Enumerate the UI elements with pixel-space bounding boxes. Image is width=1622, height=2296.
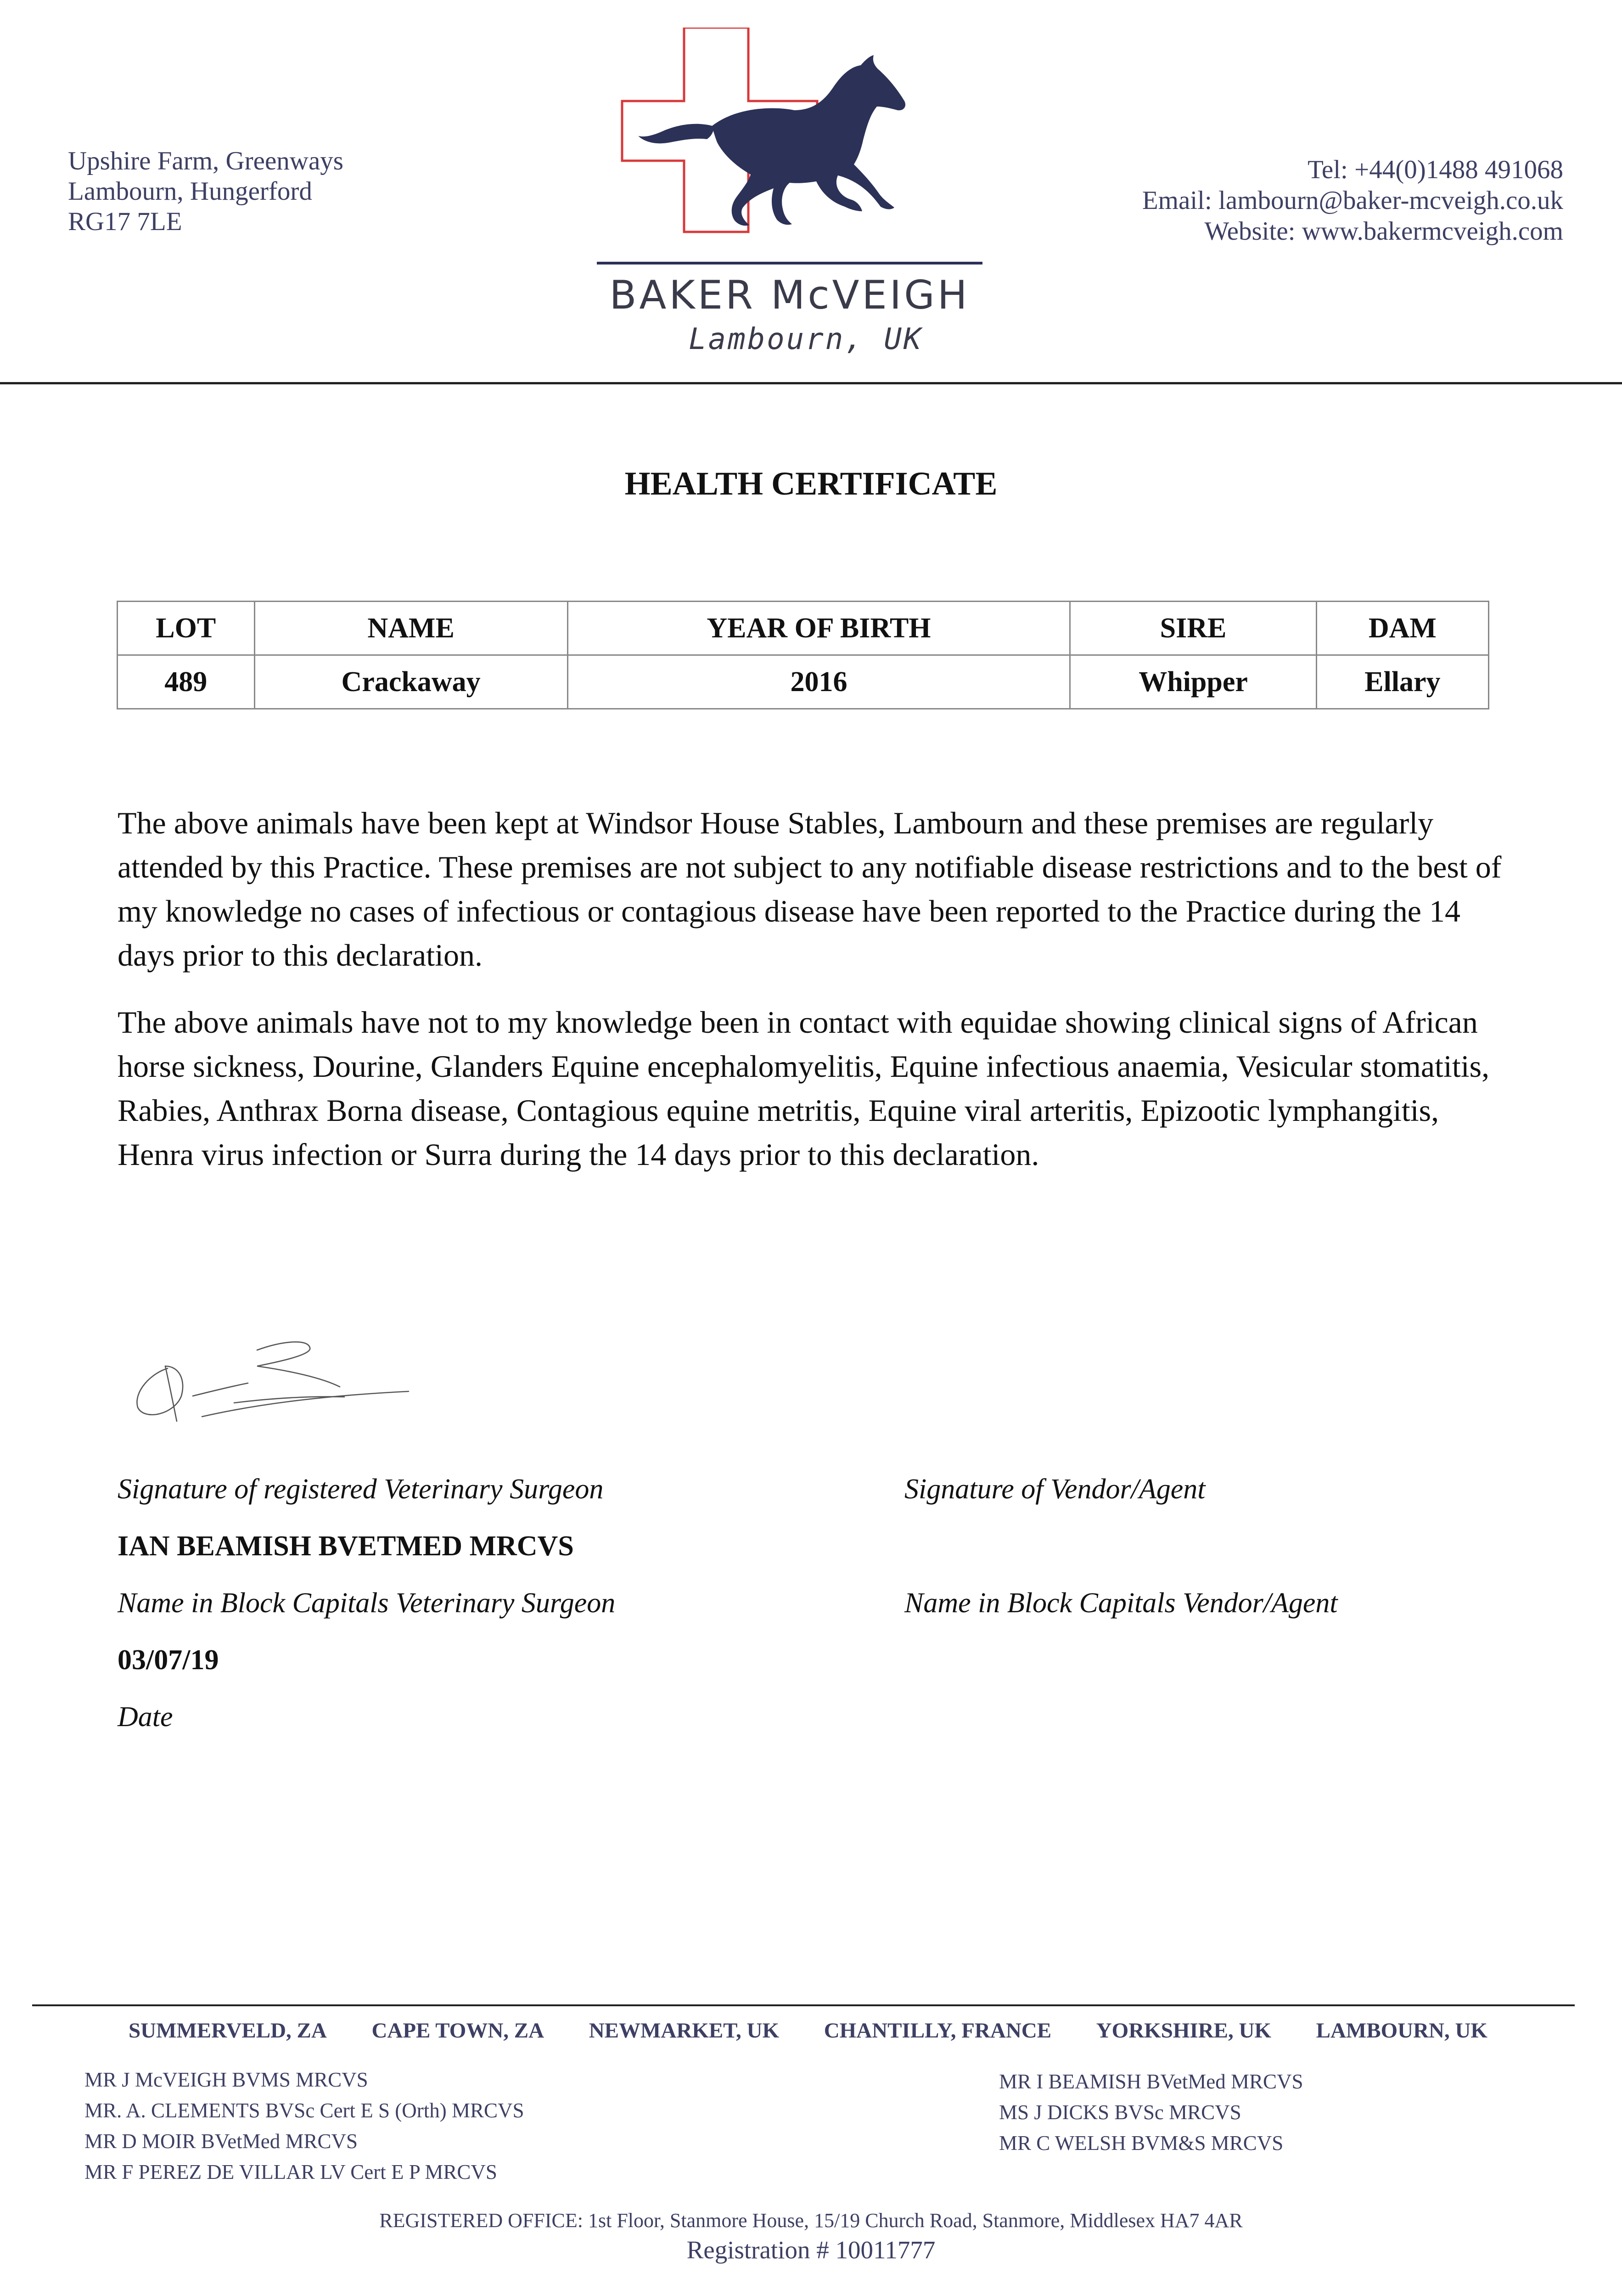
company-logo — [597, 28, 982, 358]
header-divider — [0, 382, 1622, 384]
email-link[interactable]: Email: lambourn@baker-mcveigh.co.uk — [1142, 186, 1563, 215]
office-location: LAMBOURN, UK — [1316, 2019, 1487, 2043]
disease-contact-paragraph: The above animals have not to my knowledge been in contact with equidae showing clinical signs of African horse sickness, Dourine, Glanders Equine encephalomyelitis, Equine infectious anaemia, Vesicular stomatitis, Rabies, Anthrax Borna disease, Contagious equine metritis, Equine viral arteritis, Epizootic lymphangitis, Henra virus infection or Surra during the 14 days prior to this declaration. — [118, 1005, 1490, 1172]
phone-text: Tel: +44(0)1488 491068 — [1308, 155, 1563, 184]
office-location: YORKSHIRE, UK — [1096, 2019, 1271, 2043]
column-header: NAME — [254, 602, 567, 655]
lot-cell: 489 — [118, 655, 255, 709]
dam-cell: Ellary — [1316, 655, 1488, 709]
vets-list-left — [84, 2065, 524, 2188]
office-location: CAPE TOWN, ZA — [371, 2019, 544, 2043]
vet-signature-image — [124, 1322, 418, 1437]
year-of-birth-cell: 2016 — [567, 655, 1070, 709]
office-location: CHANTILLY, FRANCE — [824, 2019, 1052, 2043]
vets-list-right — [999, 2066, 1303, 2159]
table-row — [118, 655, 1489, 709]
office-locations — [129, 2018, 1487, 2043]
website-link[interactable]: Website: www.bakermcveigh.com — [1204, 217, 1563, 246]
logo-divider — [597, 262, 982, 264]
registered-office: REGISTERED OFFICE: 1st Floor, Stanmore House, 15/19 Church Road, Stanmore, Middlesex HA7 4AR — [379, 2209, 1243, 2232]
vet-signature-label: Signature of registered Veterinary Surgeon — [118, 1474, 604, 1505]
footer-divider — [32, 2004, 1575, 2006]
galloping-horse-icon — [638, 55, 905, 226]
address-line: Upshire Farm, Greenways — [68, 146, 343, 175]
column-header: LOT — [118, 602, 255, 655]
vet-entry: MR D MOIR BVetMed MRCVS — [84, 2130, 358, 2153]
premises-paragraph: The above animals have been kept at Windsor House Stables, Lambourn and these premises are regularly attended by this Practice. These premises are not subject to any notifiable disease restrictions and to the best of my knowledge no cases of infectious or contagious disease have been reported to the Practice during the 14 days prior to this declaration. — [118, 805, 1502, 973]
vet-name: IAN BEAMISH BVETMED MRCVS — [118, 1531, 574, 1562]
horse-info-table — [117, 601, 1489, 709]
column-header: YEAR OF BIRTH — [567, 602, 1070, 655]
date-label: Date — [118, 1701, 173, 1733]
office-location: SUMMERVELD, ZA — [129, 2019, 327, 2043]
address-line: RG17 7LE — [68, 207, 182, 236]
vet-entry: MR. A. CLEMENTS BVSc Cert E S (Orth) MRCVS — [84, 2099, 524, 2122]
contact-block — [1142, 154, 1563, 247]
registration-number: Registration # 10011777 — [686, 2236, 936, 2264]
vet-entry: MR J McVEIGH BVMS MRCVS — [84, 2068, 368, 2091]
column-header: SIRE — [1070, 602, 1317, 655]
table-header-row — [118, 602, 1489, 655]
logo-tagline: Lambourn, UK — [689, 322, 923, 356]
vendor-signature-label: Signature of Vendor/Agent — [904, 1474, 1206, 1505]
address-line: Lambourn, Hungerford — [68, 177, 312, 206]
office-location: NEWMARKET, UK — [589, 2019, 780, 2043]
date-value: 03/07/19 — [118, 1644, 219, 1676]
vet-entry: MS J DICKS BVSc MRCVS — [999, 2101, 1241, 2124]
vet-entry: MR I BEAMISH BVetMed MRCVS — [999, 2070, 1303, 2093]
address-block — [68, 146, 343, 237]
name-cell: Crackaway — [254, 655, 567, 709]
vet-entry: MR C WELSH BVM&S MRCVS — [999, 2132, 1284, 2155]
logo-company-name: BAKER McVEIGH — [609, 272, 970, 318]
document-title: HEALTH CERTIFICATE — [624, 465, 998, 502]
vet-entry: MR F PEREZ DE VILLAR LV Cert E P MRCVS — [84, 2161, 497, 2183]
column-header: DAM — [1316, 602, 1488, 655]
sire-cell: Whipper — [1070, 655, 1317, 709]
vet-name-label: Name in Block Capitals Veterinary Surgeon — [118, 1587, 616, 1619]
vendor-name-label: Name in Block Capitals Vendor/Agent — [904, 1587, 1338, 1619]
